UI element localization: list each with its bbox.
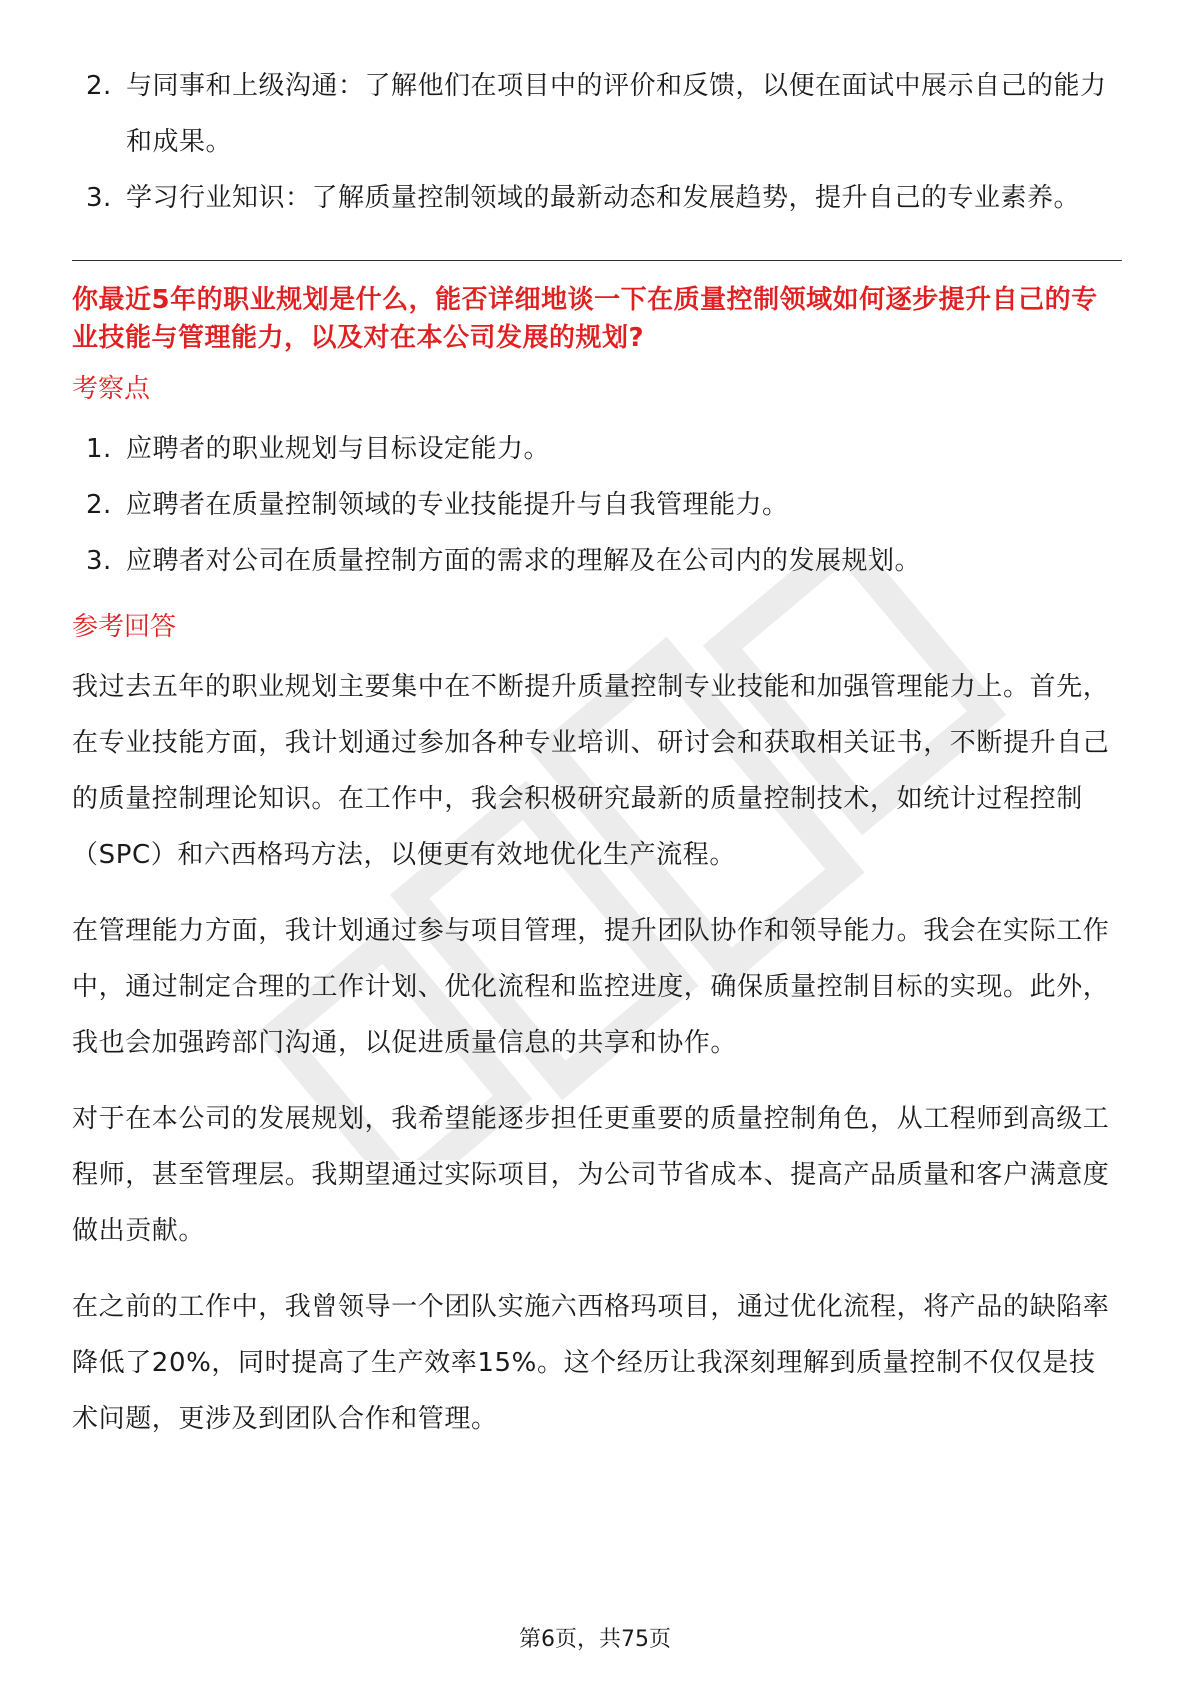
list-number: 3.	[86, 183, 112, 213]
reference-answer-heading: 参考回答	[72, 612, 177, 642]
list-number: 3.	[86, 546, 112, 576]
list-item-text: 应聘者的职业规划与目标设定能力。	[126, 434, 551, 464]
list-number: 2.	[86, 490, 112, 520]
section-divider	[72, 260, 1122, 261]
answer-paragraph: 我过去五年的职业规划主要集中在不断提升质量控制专业技能和加强管理能力上。首先，在专业技能方面，我计划通过参加各种专业培训、研讨会和获取相关证书，不断提升自己的质量控制理论知识。在工作中，我会积极研究最新的质量控制技术，如统计过程控制（SPC）和六西格玛方法，以便更有效地优化生产流程。	[72, 672, 1110, 870]
answer-paragraph: 在管理能力方面，我计划通过参与项目管理，提升团队协作和领导能力。我会在实际工作中，通过制定合理的工作计划、优化流程和监控进度，确保质量控制目标的实现。此外，我也会加强跨部门沟通，以促进质量信息的共享和协作。	[72, 916, 1110, 1058]
answer-paragraph: 对于在本公司的发展规划，我希望能逐步担任更重要的质量控制角色，从工程师到高级工程师，甚至管理层。我期望通过实际项目，为公司节省成本、提高产品质量和客户满意度做出贡献。	[72, 1104, 1110, 1246]
list-item-text: 与同事和上级沟通：了解他们在项目中的评价和反馈，以便在面试中展示自己的能力和成果。	[126, 71, 1107, 157]
list-item	[72, 477, 1122, 533]
question-heading: 你最近5年的职业规划是什么，能否详细地谈一下在质量控制领域如何逐步提升自己的专业技能与管理能力，以及对在本公司发展的规划?	[72, 285, 1098, 353]
list-item-text: 应聘者对公司在质量控制方面的需求的理解及在公司内的发展规划。	[126, 546, 922, 576]
list-item	[72, 170, 1122, 226]
list-item	[72, 533, 1122, 589]
top-numbered-list	[72, 58, 1122, 226]
focus-points-heading: 考察点	[72, 374, 151, 404]
list-item-text: 学习行业知识：了解质量控制领域的最新动态和发展趋势，提升自己的专业素养。	[126, 183, 1081, 213]
focus-points-list	[72, 421, 1122, 589]
list-number: 1.	[86, 434, 112, 464]
answer-paragraph: 在之前的工作中，我曾领导一个团队实施六西格玛项目，通过优化流程，将产品的缺陷率降低了20%，同时提高了生产效率15%。这个经历让我深刻理解到质量控制不仅仅是技术问题，更涉及到团队合作和管理。	[72, 1292, 1110, 1434]
page-number-footer: 第6页，共75页	[519, 1627, 671, 1652]
list-item	[72, 58, 1122, 170]
list-number: 2.	[86, 71, 112, 101]
document-content	[72, 58, 1122, 1467]
list-item	[72, 421, 1122, 477]
list-item-text: 应聘者在质量控制领域的专业技能提升与自我管理能力。	[126, 490, 789, 520]
